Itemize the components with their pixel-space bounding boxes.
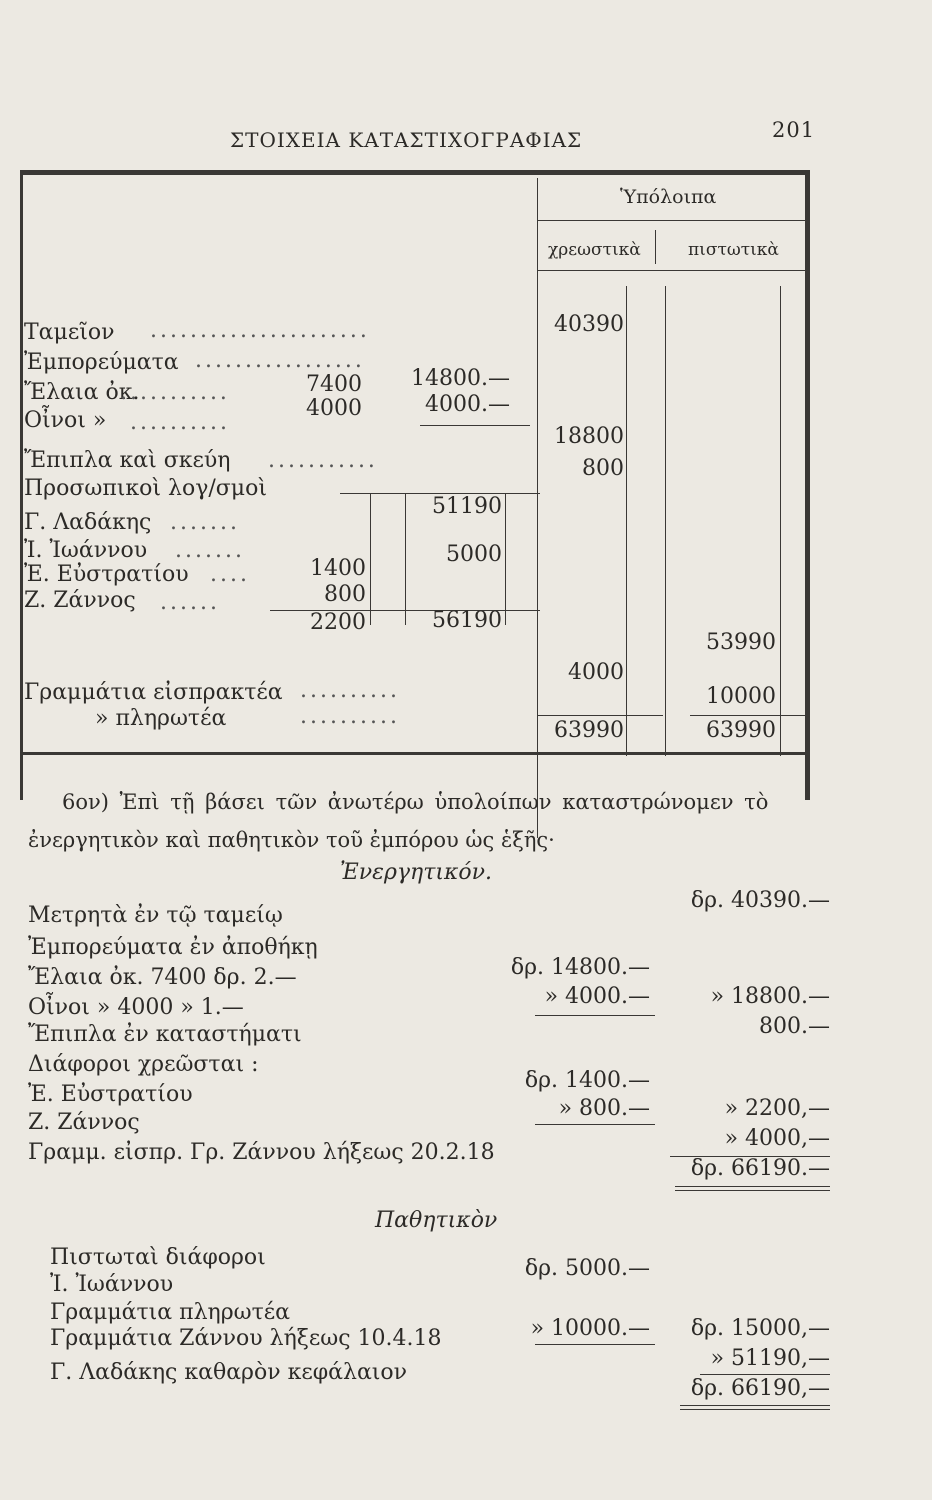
oinoi-debit: 18800 bbox=[554, 424, 624, 449]
ioannou-value: 5000 bbox=[446, 542, 502, 567]
path-sum: δρ. 66190,— bbox=[690, 1376, 830, 1401]
row-label-tameion: Ταμεῖον bbox=[24, 320, 115, 345]
energ-label-4: Οἶνοι » 4000 » 1.— bbox=[28, 995, 244, 1020]
dot-leader: ...................... bbox=[150, 318, 370, 343]
oinoi-value: 4000.— bbox=[425, 392, 510, 417]
row-label-zannos: Ζ. Ζάννος bbox=[24, 588, 136, 613]
debit-column-header: χρεωστικὰ bbox=[548, 240, 641, 260]
energ-label-3: Ἔλαια ὀκ. 7400 δρ. 2.— bbox=[28, 965, 297, 990]
energ-label-2: Ἐμπορεύματα ἐν ἀποθήκῃ bbox=[28, 935, 318, 960]
total-credit: 63990 bbox=[706, 718, 776, 743]
row-label-emporeumata: Ἐμπορεύματα bbox=[24, 350, 179, 375]
energ-label-7: Ἐ. Εὐστρατίου bbox=[28, 1082, 193, 1107]
dot-leader: .......... bbox=[300, 678, 400, 703]
credit-column-header: πιστωτικὰ bbox=[688, 240, 779, 260]
running-title: ΣΤΟΙΧΕΙΑ ΚΑΤΑΣΤΙΧΟΓΡΑΦΙΑΣ bbox=[230, 128, 583, 152]
pathitikon-title: Παθητικὸν bbox=[375, 1208, 498, 1233]
row-label-epipla: Ἔπιπλα καὶ σκεύη bbox=[24, 448, 231, 473]
energ-total-1: δρ. 40390.— bbox=[690, 888, 830, 913]
balances-header: Ὑπόλοιπα bbox=[620, 186, 717, 208]
page-number: 201 bbox=[772, 118, 816, 142]
row-label-pliroteа: » πληρωτέα bbox=[95, 706, 227, 731]
path-label-1: Πιστωταὶ διάφοροι bbox=[50, 1245, 266, 1270]
row-label-ladakis: Γ. Λαδάκης bbox=[24, 510, 152, 535]
eustratiou-qty: 1400 bbox=[310, 556, 366, 581]
row-label-eisprakteа: Γραμμάτια εἰσπρακτέα bbox=[24, 680, 283, 705]
dot-leader: .......... bbox=[130, 410, 230, 435]
energitikon-title: Ἐνεργητικόν. bbox=[340, 860, 493, 885]
personal-credit: 53990 bbox=[706, 630, 776, 655]
elaia-qty: 7400 bbox=[306, 372, 362, 397]
energ-total-5: 800.— bbox=[759, 1014, 830, 1039]
total-debit: 63990 bbox=[554, 718, 624, 743]
pliroteа-credit: 10000 bbox=[706, 684, 776, 709]
energ-label-8: Ζ. Ζάννος bbox=[28, 1110, 140, 1135]
path-label-2: Ἰ. Ἰωάννου bbox=[50, 1272, 174, 1297]
energ-label-5: Ἔπιπλα ἐν καταστήματι bbox=[28, 1022, 302, 1047]
dot-leader: ...... bbox=[160, 590, 220, 615]
tameion-debit: 40390 bbox=[554, 312, 624, 337]
energ-total-4: » 18800.— bbox=[710, 984, 830, 1009]
row-label-ioannou: Ἰ. Ἰωάννου bbox=[24, 538, 148, 563]
energ-label-1: Μετρητὰ ἐν τῷ ταμείῳ bbox=[28, 903, 283, 928]
subtotal-value: 56190 bbox=[432, 608, 502, 633]
path-label-3: Γραμμάτια πληρωτέα bbox=[50, 1300, 291, 1325]
dot-leader: ....... bbox=[175, 538, 245, 563]
eisprakteа-debit: 4000 bbox=[568, 660, 624, 685]
energ-amount-3: δρ. 14800.— bbox=[510, 955, 650, 980]
subtotal-qty: 2200 bbox=[310, 610, 366, 635]
path-label-4: Γραμμάτια Ζάννου λήξεως 10.4.18 bbox=[50, 1326, 442, 1351]
energ-total-8: » 2200,— bbox=[724, 1096, 830, 1121]
dot-leader: ................. bbox=[195, 348, 365, 373]
dot-leader: ........... bbox=[120, 380, 230, 405]
path-total-4: δρ. 15000,— bbox=[690, 1316, 830, 1341]
dot-leader: ....... bbox=[170, 510, 240, 535]
dot-leader: .... bbox=[210, 562, 250, 587]
paragraph-line-2: ἐνεργητικὸν καὶ παθητικὸν τοῦ ἐμπόρου ὡς ἑξῆς· bbox=[28, 828, 555, 852]
row-label-oinoi: Οἶνοι » bbox=[24, 408, 107, 433]
path-label-5: Γ. Λαδάκης καθαρὸν κεφάλαιον bbox=[50, 1360, 408, 1385]
energ-sum: δρ. 66190.— bbox=[690, 1156, 830, 1181]
ladakis-value: 51190 bbox=[432, 494, 502, 519]
path-amount-4: » 10000.— bbox=[530, 1316, 650, 1341]
path-amount-2: δρ. 5000.— bbox=[524, 1256, 650, 1281]
paragraph-line-1: 6ον) Ἐπὶ τῇ βάσει τῶν ἀνωτέρω ὑπολοίπων καταστρώνομεν τὸ bbox=[62, 790, 769, 814]
energ-label-6: Διάφοροι χρεῶσται : bbox=[28, 1052, 259, 1077]
energ-total-9: » 4000,— bbox=[724, 1126, 830, 1151]
elaia-value: 14800.— bbox=[411, 366, 510, 391]
energ-amount-8: » 800.— bbox=[558, 1096, 650, 1121]
row-label-prosopikoi: Προσωπικοὶ λογ/σμοὶ bbox=[24, 476, 267, 501]
row-label-eustratiou: Ἐ. Εὐστρατίου bbox=[24, 562, 189, 587]
dot-leader: .......... bbox=[300, 704, 400, 729]
path-total-5: » 51190,— bbox=[710, 1346, 830, 1371]
zannos-qty: 800 bbox=[324, 582, 366, 607]
energ-label-9: Γραμμ. εἰσπρ. Γρ. Ζάννου λήξεως 20.2.18 bbox=[28, 1140, 495, 1165]
energ-amount-4: » 4000.— bbox=[544, 984, 650, 1009]
dot-leader: ........... bbox=[268, 448, 378, 473]
oinoi-qty: 4000 bbox=[306, 396, 362, 421]
row-label-elaia: Ἔλαια ὀκ. bbox=[24, 380, 140, 405]
energ-amount-7: δρ. 1400.— bbox=[524, 1068, 650, 1093]
epipla-debit: 800 bbox=[582, 456, 624, 481]
